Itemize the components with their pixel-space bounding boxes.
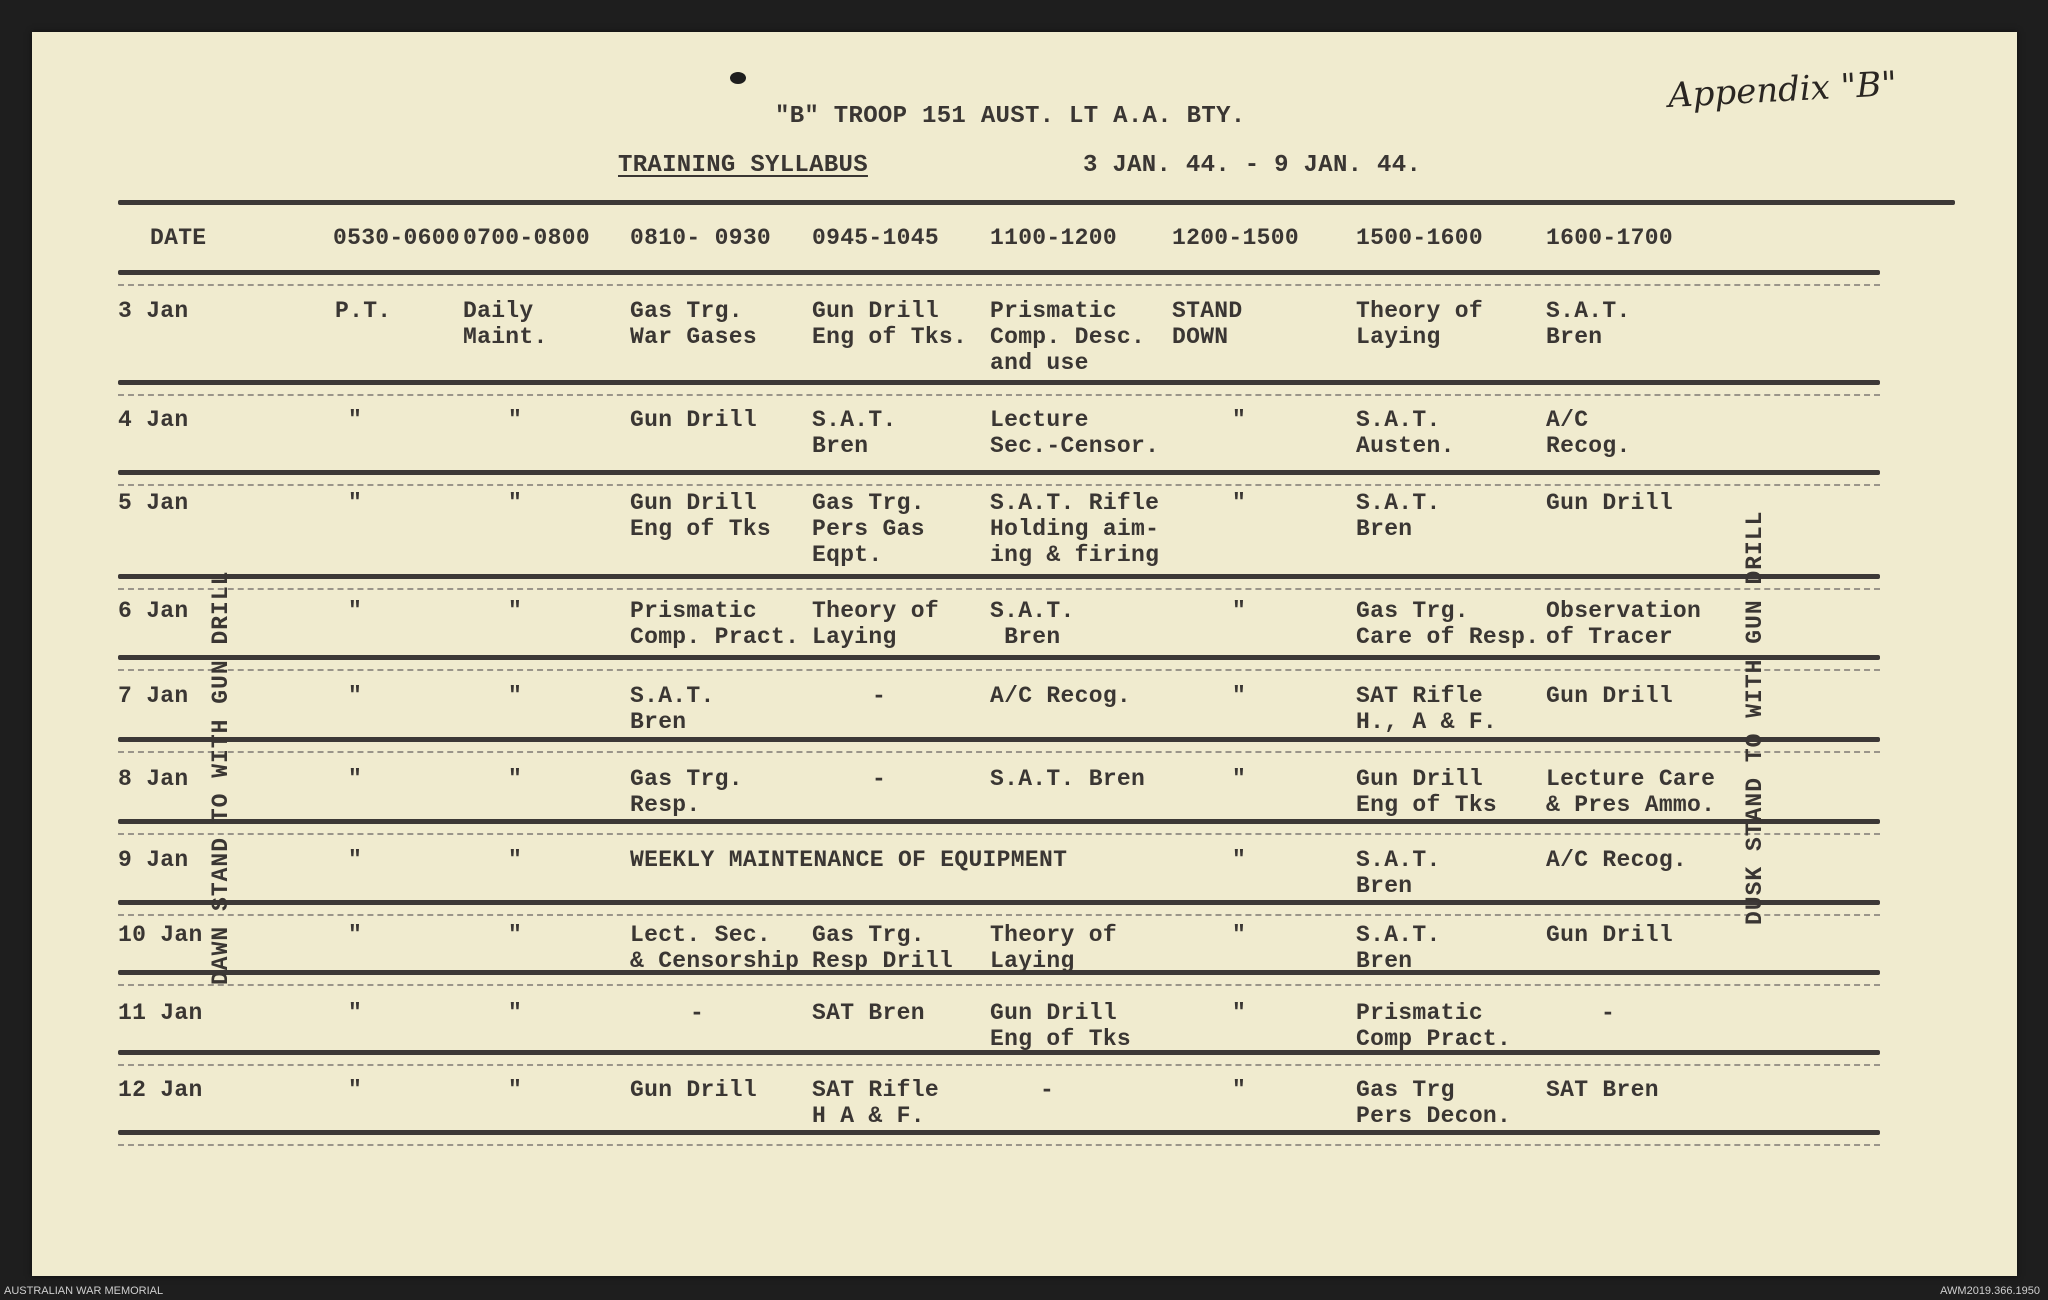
punch-hole-mark bbox=[730, 72, 746, 84]
schedule-cell: " bbox=[1232, 407, 1247, 433]
schedule-cell: - bbox=[690, 1000, 705, 1026]
schedule-cell: SAT Bren bbox=[1546, 1077, 1659, 1103]
schedule-cell: Gun Drill bbox=[1546, 922, 1673, 948]
document-page bbox=[32, 32, 2017, 1276]
document-title: "B" TROOP 151 AUST. LT A.A. BTY. bbox=[775, 103, 1246, 130]
schedule-cell: A/C Recog. bbox=[1546, 847, 1688, 873]
schedule-cell: SAT Rifle H., A & F. bbox=[1356, 683, 1498, 735]
schedule-cell: " bbox=[508, 1077, 523, 1103]
row-dotted-line bbox=[118, 284, 1880, 286]
schedule-cell: " bbox=[508, 490, 523, 516]
schedule-cell: " bbox=[1232, 1077, 1247, 1103]
column-header: DATE bbox=[150, 225, 207, 251]
schedule-cell: " bbox=[348, 598, 363, 624]
column-header: 1200-1500 bbox=[1172, 225, 1299, 251]
footer-credit: AUSTRALIAN WAR MEMORIAL bbox=[4, 1285, 164, 1297]
schedule-cell: Gas Trg. Resp. bbox=[630, 766, 743, 818]
schedule-cell: Prismatic Comp Pract. bbox=[1356, 1000, 1512, 1052]
row-date: 10 Jan bbox=[118, 922, 203, 948]
schedule-cell: " bbox=[1232, 922, 1247, 948]
schedule-cell: S.A.T. Bren bbox=[1356, 490, 1441, 542]
schedule-cell: " bbox=[508, 407, 523, 433]
schedule-cell: " bbox=[348, 922, 363, 948]
table-row-rule bbox=[118, 574, 1880, 579]
schedule-cell: " bbox=[348, 766, 363, 792]
schedule-cell: - bbox=[872, 766, 887, 792]
schedule-cell: Gun Drill Eng of Tks. bbox=[812, 298, 968, 350]
schedule-cell: S.A.T. Bren bbox=[990, 598, 1075, 650]
column-header: 0810- 0930 bbox=[630, 225, 772, 251]
row-dotted-line bbox=[118, 914, 1880, 916]
document-subtitle: TRAINING SYLLABUS bbox=[618, 152, 868, 179]
row-dotted-line bbox=[118, 669, 1880, 671]
dawn-stand-to-note: DAWN STAND TO WITH GUN DRILL bbox=[208, 570, 234, 985]
row-date: 12 Jan bbox=[118, 1077, 203, 1103]
schedule-cell: " bbox=[348, 1077, 363, 1103]
schedule-cell: S.A.T. Bren bbox=[990, 766, 1146, 792]
column-header: 0700-0800 bbox=[463, 225, 590, 251]
table-row-rule bbox=[118, 470, 1880, 475]
schedule-cell: Theory of Laying bbox=[812, 598, 939, 650]
schedule-cell: Gas Trg. Care of Resp. bbox=[1356, 598, 1540, 650]
dusk-stand-to-note: DUSK STAND TO WITH GUN DRILL bbox=[1742, 510, 1768, 925]
row-dotted-line bbox=[118, 484, 1880, 486]
schedule-cell: Prismatic Comp. Desc. and use bbox=[990, 298, 1146, 376]
schedule-cell: " bbox=[508, 766, 523, 792]
schedule-cell: S.A.T. Bren bbox=[1356, 847, 1441, 899]
schedule-cell: Gun Drill bbox=[630, 407, 757, 433]
schedule-cell: Daily Maint. bbox=[463, 298, 548, 350]
schedule-cell: " bbox=[348, 1000, 363, 1026]
schedule-cell: " bbox=[508, 683, 523, 709]
schedule-cell: " bbox=[508, 922, 523, 948]
table-row-rule bbox=[118, 1130, 1880, 1135]
schedule-cell: Observation of Tracer bbox=[1546, 598, 1702, 650]
schedule-cell: " bbox=[1232, 1000, 1247, 1026]
schedule-cell: Gas Trg. Pers Gas Eqpt. bbox=[812, 490, 925, 568]
schedule-cell: " bbox=[1232, 847, 1247, 873]
schedule-cell: Gas Trg Pers Decon. bbox=[1356, 1077, 1512, 1129]
schedule-cell: Prismatic Comp. Pract. bbox=[630, 598, 800, 650]
schedule-cell: Gun Drill bbox=[1546, 683, 1673, 709]
schedule-cell: SAT Bren bbox=[812, 1000, 925, 1026]
schedule-cell: S.A.T. Austen. bbox=[1356, 407, 1455, 459]
row-dotted-line bbox=[118, 1144, 1880, 1146]
schedule-cell: WEEKLY MAINTENANCE OF EQUIPMENT bbox=[630, 847, 1068, 873]
document-date-range: 3 JAN. 44. - 9 JAN. 44. bbox=[1083, 152, 1422, 179]
row-dotted-line bbox=[118, 833, 1880, 835]
schedule-cell: " bbox=[1232, 490, 1247, 516]
schedule-cell: P.T. bbox=[335, 298, 392, 324]
row-dotted-line bbox=[118, 588, 1880, 590]
column-header: 1500-1600 bbox=[1356, 225, 1483, 251]
schedule-cell: A/C Recog. bbox=[990, 683, 1132, 709]
row-dotted-line bbox=[118, 984, 1880, 986]
schedule-cell: Gas Trg. Resp Drill bbox=[812, 922, 954, 974]
schedule-cell: Gun Drill Eng of Tks bbox=[990, 1000, 1132, 1052]
schedule-cell: S.A.T. Rifle Holding aim- ing & firing bbox=[990, 490, 1160, 568]
schedule-cell: S.A.T. Bren bbox=[1356, 922, 1441, 974]
table-row-rule bbox=[118, 819, 1880, 824]
schedule-cell: A/C Recog. bbox=[1546, 407, 1631, 459]
schedule-cell: Theory of Laying bbox=[1356, 298, 1483, 350]
column-header: 0945-1045 bbox=[812, 225, 939, 251]
schedule-cell: Lect. Sec. & Censorship bbox=[630, 922, 800, 974]
schedule-cell: Gun Drill Eng of Tks bbox=[1356, 766, 1498, 818]
schedule-cell: Gun Drill bbox=[1546, 490, 1673, 516]
schedule-cell: - bbox=[1040, 1077, 1055, 1103]
schedule-cell: Theory of Laying bbox=[990, 922, 1117, 974]
column-header: 1100-1200 bbox=[990, 225, 1117, 251]
table-rule bbox=[118, 270, 1880, 275]
schedule-cell: SAT Rifle H A & F. bbox=[812, 1077, 939, 1129]
table-row-rule bbox=[118, 737, 1880, 742]
schedule-cell: " bbox=[508, 1000, 523, 1026]
schedule-cell: " bbox=[1232, 598, 1247, 624]
schedule-cell: " bbox=[348, 407, 363, 433]
row-dotted-line bbox=[118, 751, 1880, 753]
schedule-cell: " bbox=[348, 490, 363, 516]
schedule-cell: S.A.T. Bren bbox=[1546, 298, 1631, 350]
schedule-cell: " bbox=[348, 847, 363, 873]
row-date: 7 Jan bbox=[118, 683, 189, 709]
schedule-cell: STAND DOWN bbox=[1172, 298, 1243, 350]
schedule-cell: " bbox=[508, 598, 523, 624]
row-date: 9 Jan bbox=[118, 847, 189, 873]
table-rule bbox=[118, 200, 1955, 205]
schedule-cell: Lecture Care & Pres Ammo. bbox=[1546, 766, 1716, 818]
table-row-rule bbox=[118, 900, 1880, 905]
row-date: 8 Jan bbox=[118, 766, 189, 792]
column-header: 0530-0600 bbox=[333, 225, 460, 251]
schedule-cell: Gas Trg. War Gases bbox=[630, 298, 757, 350]
schedule-cell: " bbox=[1232, 766, 1247, 792]
schedule-cell: - bbox=[872, 683, 887, 709]
handwritten-appendix-note: Appendix "B" bbox=[1667, 64, 1898, 116]
row-date: 5 Jan bbox=[118, 490, 189, 516]
row-date: 6 Jan bbox=[118, 598, 189, 624]
table-row-rule bbox=[118, 655, 1880, 660]
column-header: 1600-1700 bbox=[1546, 225, 1673, 251]
schedule-cell: Gun Drill Eng of Tks bbox=[630, 490, 772, 542]
row-dotted-line bbox=[118, 1064, 1880, 1066]
schedule-cell: " bbox=[508, 847, 523, 873]
schedule-cell: " bbox=[348, 683, 363, 709]
row-date: 4 Jan bbox=[118, 407, 189, 433]
schedule-cell: S.A.T. Bren bbox=[812, 407, 897, 459]
row-date: 11 Jan bbox=[118, 1000, 203, 1026]
schedule-cell: Gun Drill bbox=[630, 1077, 757, 1103]
row-date: 3 Jan bbox=[118, 298, 189, 324]
table-row-rule bbox=[118, 380, 1880, 385]
schedule-cell: S.A.T. Bren bbox=[630, 683, 715, 735]
schedule-cell: - bbox=[1601, 1000, 1616, 1026]
footer-accession-number: AWM2019.366.1950 bbox=[1940, 1285, 2040, 1297]
row-dotted-line bbox=[118, 394, 1880, 396]
schedule-cell: Lecture Sec.-Censor. bbox=[990, 407, 1160, 459]
schedule-cell: " bbox=[1232, 683, 1247, 709]
